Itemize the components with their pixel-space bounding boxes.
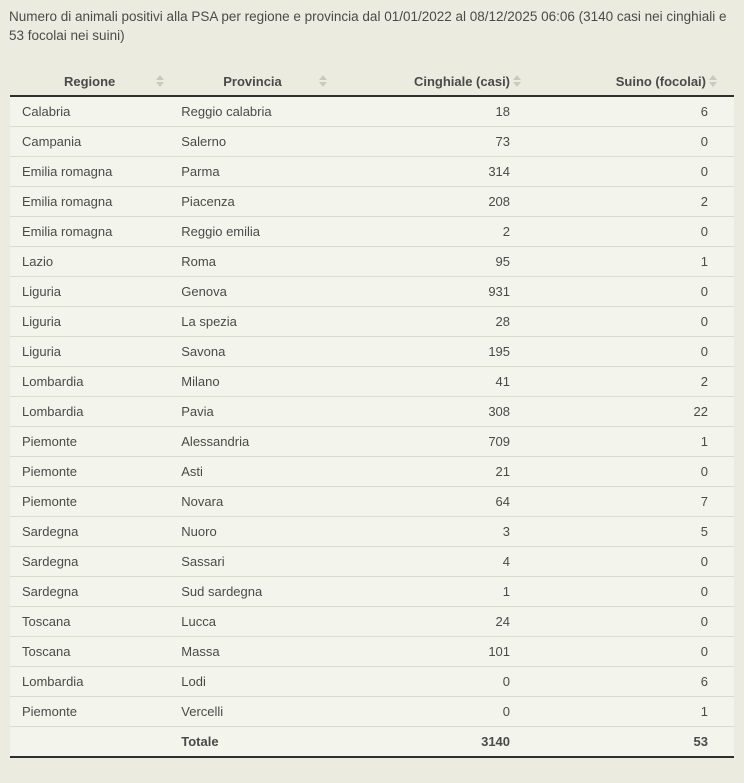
column-header-label: Suino (focolai) bbox=[615, 73, 706, 89]
table-row bbox=[10, 216, 734, 246]
cell-provincia: Vercelli bbox=[169, 696, 336, 726]
table-row bbox=[10, 186, 734, 216]
header-row bbox=[10, 67, 734, 96]
cell-provincia: Sassari bbox=[169, 546, 336, 576]
table-row bbox=[10, 696, 734, 726]
column-header-label: Cinghiale (casi) bbox=[413, 73, 511, 89]
sort-both-icon[interactable] bbox=[709, 75, 717, 87]
cell-suino: 1 bbox=[524, 696, 734, 726]
cell-cinghiale: 314 bbox=[336, 156, 524, 186]
cell-regione: Sardegna bbox=[10, 546, 169, 576]
cell-cinghiale: 64 bbox=[336, 486, 524, 516]
cell-provincia: Pavia bbox=[169, 396, 336, 426]
table-row bbox=[10, 606, 734, 636]
cell-cinghiale: 101 bbox=[336, 636, 524, 666]
cell-cinghiale: 4 bbox=[336, 546, 524, 576]
table-header bbox=[10, 67, 734, 96]
cell-provincia: Salerno bbox=[169, 126, 336, 156]
cell-regione: Liguria bbox=[10, 306, 169, 336]
psa-table bbox=[10, 67, 734, 758]
table-row bbox=[10, 426, 734, 456]
cell-cinghiale: 95 bbox=[336, 246, 524, 276]
cell-provincia: Reggio emilia bbox=[169, 216, 336, 246]
table-row bbox=[10, 486, 734, 516]
cell-provincia: Roma bbox=[169, 246, 336, 276]
cell-provincia: Nuoro bbox=[169, 516, 336, 546]
cell-regione: Lombardia bbox=[10, 666, 169, 696]
table-footer bbox=[10, 726, 734, 757]
table-row bbox=[10, 576, 734, 606]
column-header-suino[interactable] bbox=[524, 67, 734, 96]
column-header-provincia[interactable] bbox=[169, 67, 336, 96]
table-row bbox=[10, 126, 734, 156]
cell-cinghiale: 28 bbox=[336, 306, 524, 336]
cell-regione: Emilia romagna bbox=[10, 186, 169, 216]
cell-cinghiale: 1 bbox=[336, 576, 524, 606]
cell-suino: 0 bbox=[524, 276, 734, 306]
cell-provincia: Asti bbox=[169, 456, 336, 486]
cell-regione: Calabria bbox=[10, 96, 169, 126]
table-row bbox=[10, 336, 734, 366]
cell-suino: 0 bbox=[524, 456, 734, 486]
cell-suino: 2 bbox=[524, 366, 734, 396]
cell-provincia: Sud sardegna bbox=[169, 576, 336, 606]
cell-cinghiale: 931 bbox=[336, 276, 524, 306]
cell-suino: 1 bbox=[524, 426, 734, 456]
cell-provincia: Piacenza bbox=[169, 186, 336, 216]
cell-suino: 7 bbox=[524, 486, 734, 516]
cell-suino: 22 bbox=[524, 396, 734, 426]
cell-regione: Sardegna bbox=[10, 576, 169, 606]
cell-suino: 5 bbox=[524, 516, 734, 546]
table-row bbox=[10, 366, 734, 396]
cell-suino: 0 bbox=[524, 606, 734, 636]
cell-regione: Piemonte bbox=[10, 696, 169, 726]
total-cinghiale-value: 3140 bbox=[336, 726, 524, 757]
cell-regione: Piemonte bbox=[10, 486, 169, 516]
table-row bbox=[10, 456, 734, 486]
cell-suino: 0 bbox=[524, 216, 734, 246]
total-suino-value: 53 bbox=[524, 726, 734, 757]
cell-provincia: Genova bbox=[169, 276, 336, 306]
cell-suino: 0 bbox=[524, 546, 734, 576]
cell-suino: 0 bbox=[524, 126, 734, 156]
cell-cinghiale: 0 bbox=[336, 696, 524, 726]
cell-cinghiale: 3 bbox=[336, 516, 524, 546]
cell-cinghiale: 2 bbox=[336, 216, 524, 246]
cell-suino: 0 bbox=[524, 636, 734, 666]
table-row bbox=[10, 666, 734, 696]
cell-provincia: Novara bbox=[169, 486, 336, 516]
table-row bbox=[10, 636, 734, 666]
cell-provincia: Reggio calabria bbox=[169, 96, 336, 126]
cell-regione: Toscana bbox=[10, 606, 169, 636]
cell-regione: Liguria bbox=[10, 336, 169, 366]
cell-suino: 0 bbox=[524, 306, 734, 336]
cell-cinghiale: 41 bbox=[336, 366, 524, 396]
cell-suino: 0 bbox=[524, 156, 734, 186]
cell-suino: 6 bbox=[524, 96, 734, 126]
sort-both-icon[interactable] bbox=[513, 75, 521, 87]
table-row bbox=[10, 156, 734, 186]
cell-regione: Sardegna bbox=[10, 516, 169, 546]
table-row bbox=[10, 516, 734, 546]
cell-suino: 2 bbox=[524, 186, 734, 216]
cell-provincia: Lodi bbox=[169, 666, 336, 696]
cell-provincia: Savona bbox=[169, 336, 336, 366]
cell-cinghiale: 21 bbox=[336, 456, 524, 486]
cell-suino: 6 bbox=[524, 666, 734, 696]
cell-regione: Campania bbox=[10, 126, 169, 156]
cell-regione: Liguria bbox=[10, 276, 169, 306]
cell-provincia: Parma bbox=[169, 156, 336, 186]
column-header-cinghiale[interactable] bbox=[336, 67, 524, 96]
total-row bbox=[10, 726, 734, 757]
table-row bbox=[10, 546, 734, 576]
cell-regione: Toscana bbox=[10, 636, 169, 666]
table-row bbox=[10, 96, 734, 126]
cell-regione: Lombardia bbox=[10, 396, 169, 426]
cell-provincia: Milano bbox=[169, 366, 336, 396]
total-row-empty-cell bbox=[10, 726, 169, 757]
sort-both-icon[interactable] bbox=[319, 75, 327, 87]
column-header-regione[interactable] bbox=[10, 67, 169, 96]
cell-cinghiale: 0 bbox=[336, 666, 524, 696]
column-header-label: Regione bbox=[63, 73, 116, 89]
cell-cinghiale: 195 bbox=[336, 336, 524, 366]
cell-regione: Lazio bbox=[10, 246, 169, 276]
page-title: Numero di animali positivi alla PSA per regione e provincia dal 01/01/2022 al 08/12/2025 06:06 (3140 casi nei cinghiali e 53 focolai nei suini) bbox=[9, 9, 727, 43]
cell-regione: Emilia romagna bbox=[10, 156, 169, 186]
cell-cinghiale: 709 bbox=[336, 426, 524, 456]
cell-regione: Emilia romagna bbox=[10, 216, 169, 246]
total-label: Totale bbox=[169, 726, 336, 757]
cell-cinghiale: 24 bbox=[336, 606, 524, 636]
cell-cinghiale: 73 bbox=[336, 126, 524, 156]
cell-provincia: Lucca bbox=[169, 606, 336, 636]
table-body bbox=[10, 96, 734, 726]
cell-provincia: La spezia bbox=[169, 306, 336, 336]
table-row bbox=[10, 396, 734, 426]
cell-cinghiale: 18 bbox=[336, 96, 524, 126]
table-row bbox=[10, 306, 734, 336]
psa-table-container bbox=[10, 67, 734, 758]
cell-cinghiale: 308 bbox=[336, 396, 524, 426]
sort-both-icon[interactable] bbox=[156, 75, 164, 87]
cell-suino: 1 bbox=[524, 246, 734, 276]
cell-suino: 0 bbox=[524, 336, 734, 366]
cell-regione: Lombardia bbox=[10, 366, 169, 396]
table-row bbox=[10, 246, 734, 276]
column-header-label: Provincia bbox=[223, 73, 282, 89]
cell-regione: Piemonte bbox=[10, 456, 169, 486]
table-row bbox=[10, 276, 734, 306]
cell-cinghiale: 208 bbox=[336, 186, 524, 216]
cell-regione: Piemonte bbox=[10, 426, 169, 456]
cell-provincia: Alessandria bbox=[169, 426, 336, 456]
cell-suino: 0 bbox=[524, 576, 734, 606]
cell-provincia: Massa bbox=[169, 636, 336, 666]
